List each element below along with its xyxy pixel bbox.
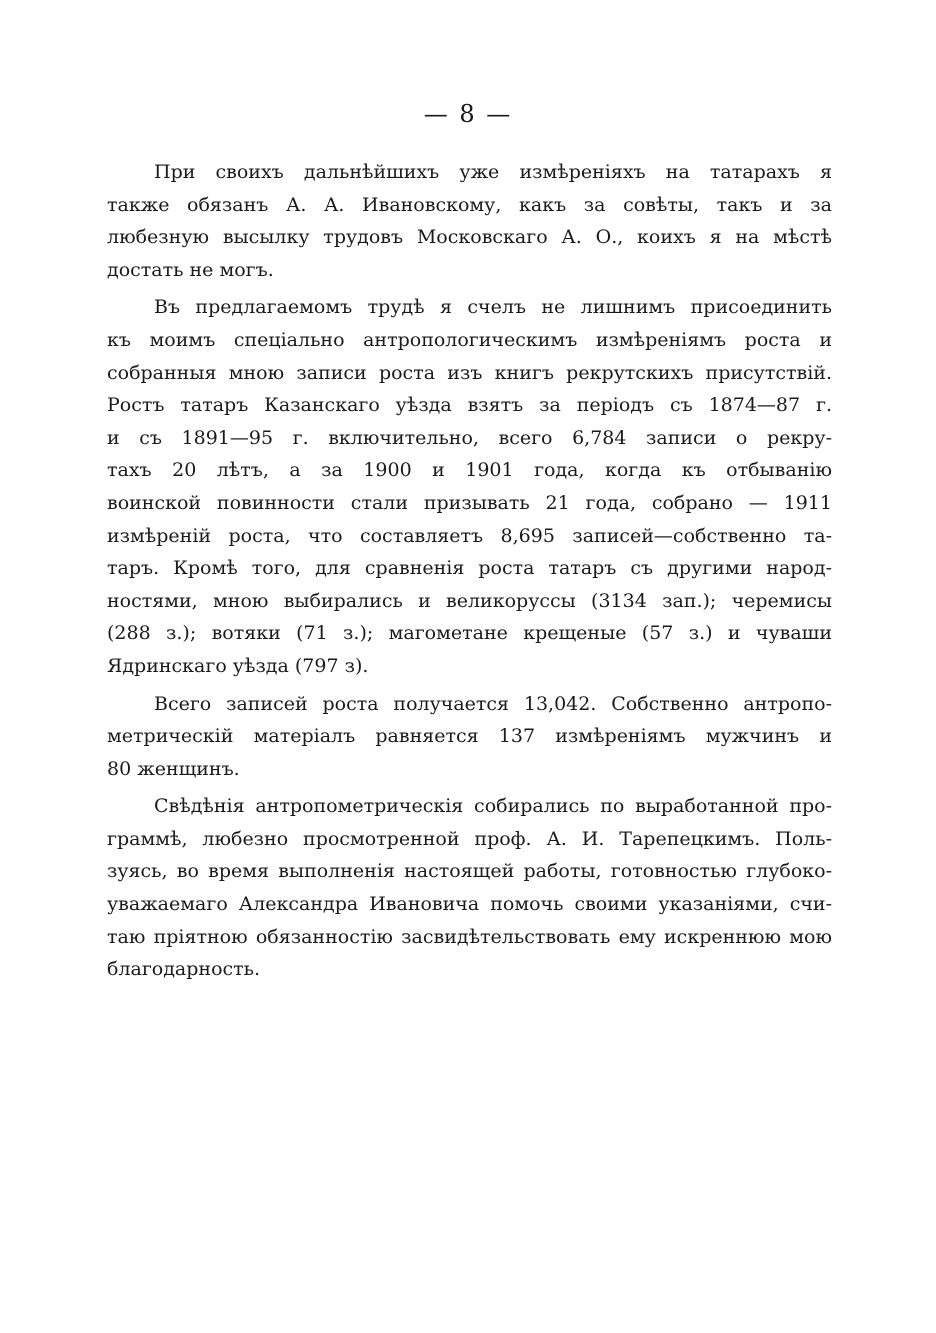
paragraph bbox=[107, 156, 832, 286]
text-line: При своихъ дальнѣйшихъ уже измѣреніяхъ на татарахъ я bbox=[154, 161, 832, 183]
text-line: Свѣдѣнія антропометрическія собирались по выработанной про- bbox=[154, 795, 832, 818]
text-line: благодарность. bbox=[107, 958, 261, 981]
text-line: Всего записей роста получается 13,042. Собственно антропо- bbox=[154, 692, 832, 715]
text-line: зуясь, во время выполненія настоящей работы, готовностью глубоко- bbox=[107, 860, 832, 883]
text-line: любезную высылку трудовъ Московскаго А. О., коихъ я на мѣстѣ bbox=[107, 226, 832, 249]
text-line: граммѣ, любезно просмотренной проф. А. И. Тарепецкимъ. Поль- bbox=[107, 827, 832, 850]
text-line: Ростъ татаръ Казанскаго уѣзда взятъ за періодъ съ 1874—87 г. bbox=[107, 394, 832, 417]
text-line: 80 женщинъ. bbox=[107, 757, 240, 780]
text-line: Въ предлагаемомъ трудѣ я счелъ не лишнимъ присоединить bbox=[154, 296, 832, 319]
text-line: Ядринскаго уѣзда (797 з). bbox=[107, 654, 369, 677]
text-line: ностями, мною выбирались и великоруссы (3134 зап.); черемисы bbox=[107, 589, 832, 612]
text-line: достать не могъ. bbox=[107, 258, 274, 281]
text-line: метрическій матеріалъ равняется 137 измѣреніямъ мужчинъ и bbox=[107, 725, 832, 748]
text-line: воинской повинности стали призывать 21 года, собрано — 1911 bbox=[107, 491, 832, 514]
body-text bbox=[107, 156, 832, 986]
text-line: собранныя мною записи роста изъ книгъ рекрутскихъ присутствій. bbox=[107, 361, 832, 384]
text-line: (288 з.); вотяки (71 з.); магометане крещеные (57 з.) и чуваши bbox=[107, 622, 832, 645]
page-number: — 8 — bbox=[423, 100, 513, 128]
text-line: таю пріятною обязанностію засвидѣтельствовать ему искреннюю мою bbox=[107, 925, 832, 948]
text-line: и съ 1891—95 г. включительно, всего 6,784 записи о рекру- bbox=[107, 426, 832, 449]
text-line: таръ. Кромѣ того, для сравненія роста татаръ съ другими народ- bbox=[107, 557, 832, 580]
text-line: уважаемаго Александра Ивановича помочь своими указаніями, счи- bbox=[107, 893, 832, 916]
text-line: тахъ 20 лѣтъ, а за 1900 и 1901 года, когда къ отбыванію bbox=[107, 459, 832, 482]
text-line: къ моимъ спеціально антропологическимъ измѣреніямъ роста и bbox=[107, 328, 832, 351]
text-line: измѣреній роста, что составляетъ 8,695 записей—собственно та- bbox=[107, 524, 832, 547]
paragraph bbox=[107, 688, 832, 786]
paragraph bbox=[107, 790, 832, 986]
text-line: также обязанъ А. А. Ивановскому, какъ за совѣты, такъ и за bbox=[107, 193, 832, 216]
paragraph bbox=[107, 291, 832, 682]
